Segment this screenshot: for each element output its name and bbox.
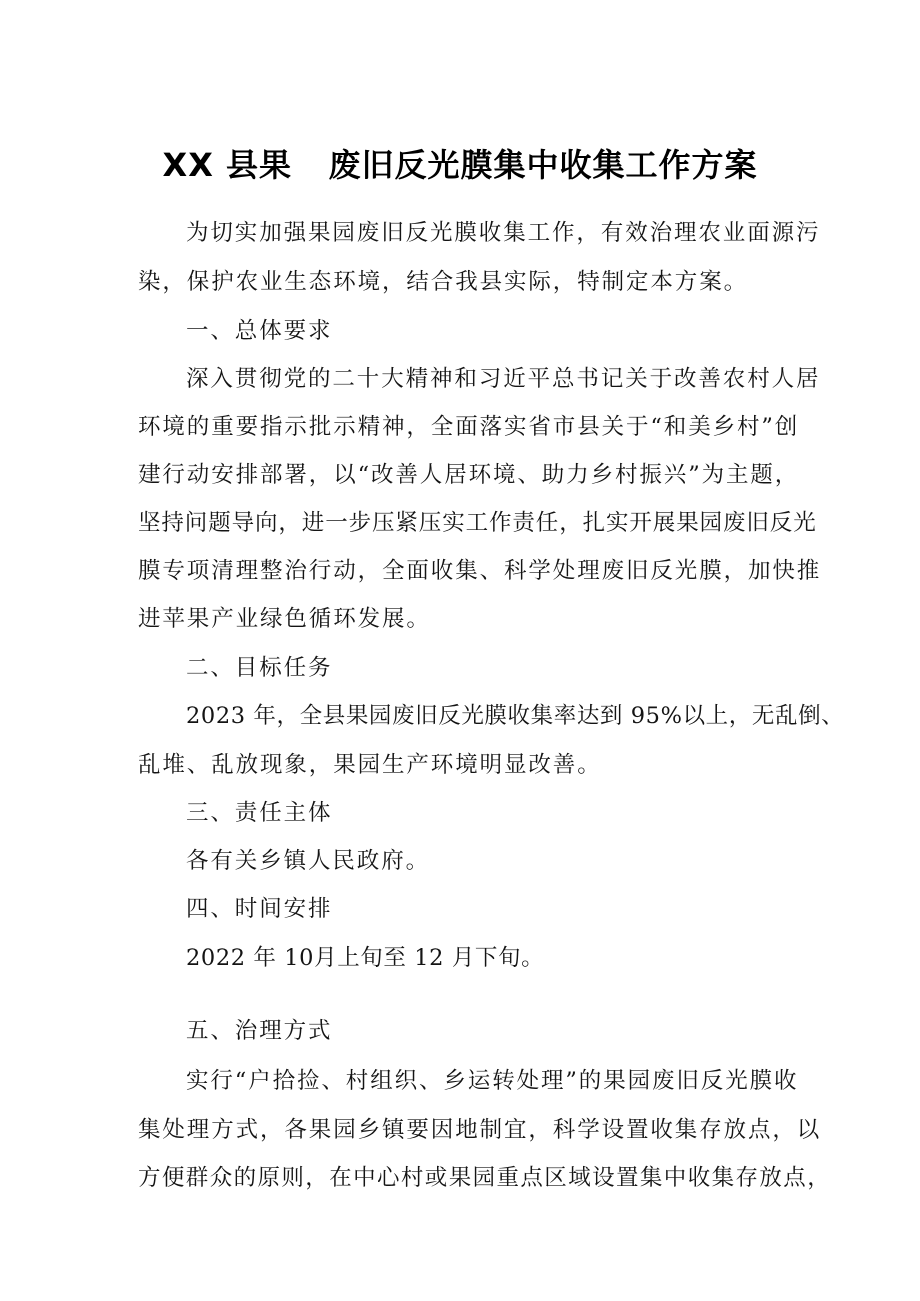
paragraph-line: 2022 年 10月上旬至 12 月下旬。 bbox=[186, 945, 545, 971]
paragraph-line: 集处理方式，各果园乡镇要因地制宜，科学设置收集存放点，以 bbox=[138, 1117, 822, 1143]
paragraph-line: 深入贯彻党的二十大精神和习近平总书记关于改善农村人居 bbox=[186, 366, 821, 392]
document-title: XX 县果 废旧反光膜集中收集工作方案 bbox=[162, 146, 758, 184]
section-heading: 一、总体要求 bbox=[186, 318, 333, 344]
section-heading: 五、治理方式 bbox=[186, 1018, 333, 1044]
paragraph-line: 2023 年，全县果园废旧反光膜收集率达到 95%以上，无乱倒、 bbox=[186, 703, 845, 729]
section-heading: 三、责任主体 bbox=[186, 800, 333, 826]
paragraph-line: 建行动安排部署，以“改善人居环境、助力乡村振兴”为主题， bbox=[138, 462, 800, 488]
paragraph-line: 为切实加强果园废旧反光膜收集工作，有效治理农业面源污 bbox=[186, 220, 821, 246]
paragraph-line: 环境的重要指示批示精神，全面落实省市县关于“和美乡村”创 bbox=[138, 414, 800, 440]
paragraph-line: 坚持问题导向，进一步压紧压实工作责任，扎实开展果园废旧反光 bbox=[138, 510, 817, 536]
paragraph-line: 各有关乡镇人民政府。 bbox=[186, 848, 431, 874]
paragraph-line: 实行“户拾捡、村组织、乡运转处理”的果园废旧反光膜收 bbox=[186, 1068, 799, 1094]
paragraph-line: 膜专项清理整治行动，全面收集、科学处理废旧反光膜，加快推 bbox=[138, 558, 822, 584]
section-heading: 四、时间安排 bbox=[186, 896, 333, 922]
paragraph-line: 方便群众的原则，在中心村或果园重点区域设置集中收集存放点， bbox=[138, 1165, 832, 1191]
paragraph-line: 乱堆、乱放现象，果园生产环境明显改善。 bbox=[138, 752, 602, 778]
paragraph-line: 进苹果产业绿色循环发展。 bbox=[138, 606, 431, 632]
paragraph-line: 染，保护农业生态环境，结合我县实际，特制定本方案。 bbox=[138, 269, 749, 295]
section-heading: 二、目标任务 bbox=[186, 655, 333, 681]
